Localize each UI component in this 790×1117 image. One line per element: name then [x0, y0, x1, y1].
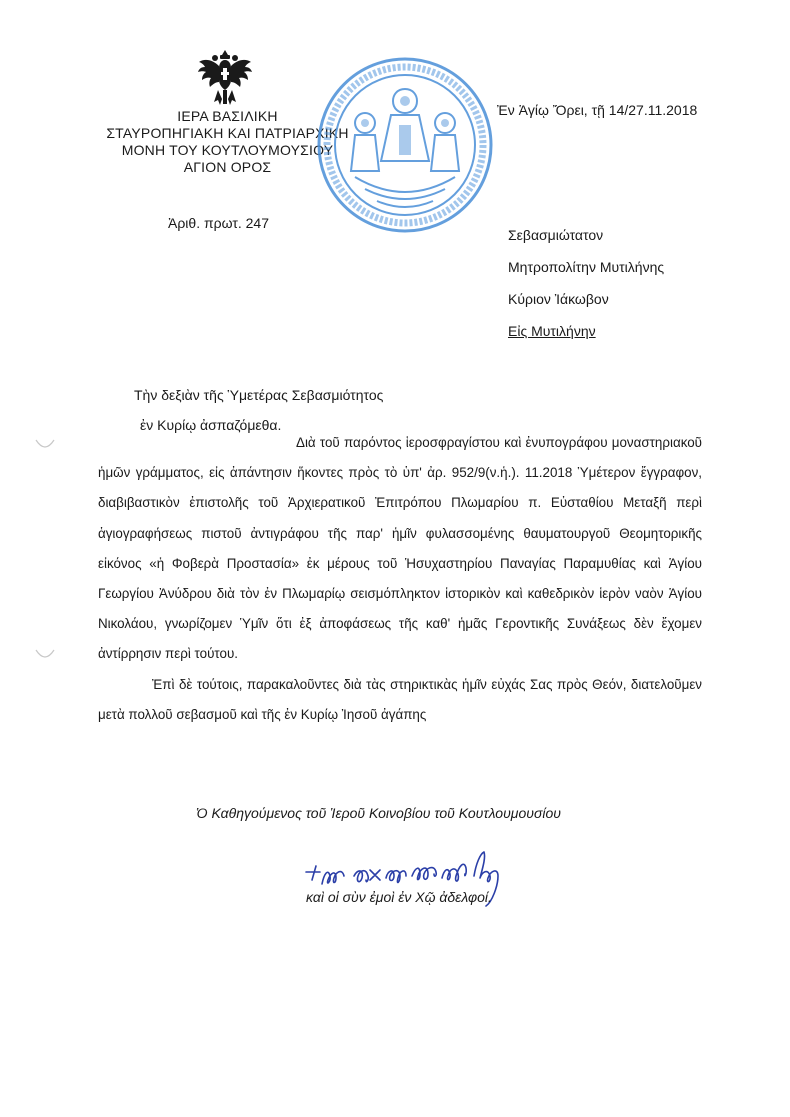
punch-hole-mark	[34, 434, 56, 456]
brethren-line: καὶ οἱ σὺν ἐμοὶ ἐν Χῷ ἀδελφοί.	[306, 889, 492, 905]
letterhead-line: ΣΤΑΥΡΟΠΗΓΙΑΚΗ ΚΑΙ ΠΑΤΡΙΑΡΧΙΚΗ	[106, 125, 349, 141]
signer-title: Ὁ Καθηγούμενος τοῦ Ἱεροῦ Κοινοβίου τοῦ Κουτλουμουσίου	[196, 805, 561, 821]
address-line: Μητροπολίτην Μυτιλήνης	[508, 259, 665, 275]
address-line: Σεβασμιώτατον	[508, 227, 604, 243]
salutation-line: Τὴν δεξιὰν τῆς Ὑμετέρας Σεβασμιότητος	[134, 387, 384, 403]
date-line: Ἐν Ἁγίῳ Ὄρει, τῇ 14/27.11.2018	[497, 102, 698, 118]
recipient-address	[508, 226, 664, 354]
body-paragraph: Διὰ τοῦ παρόντος ἱεροσφραγίστου καὶ ἐνυπογράφου μοναστηριακοῦ ἡμῶν γράμματος, εἰς ἀπάντησιν ἥκοντες πρὸς τὸ ὑπ' ἀρ. 952/9(ν.ἡ.). 11.2018 Ὑμέτερον ἔγγραφον, διαβιβαστικὸν ἐπιστολῆς τοῦ Ἀρχιερατικοῦ Ἐπιτρόπου Πλωμαρίου π. Εὐσταθίου Μεταξῆ περὶ ἁγιογραφήσεως πιστοῦ ἀντιγράφου τῆς παρ' ἡμῖν φυλασσομένης θαυματουργοῦ Θεομητορικῆς εἰκόνος «ἡ Φοβερὰ Προστασία» ἐκ μέρους τοῦ Ἡσυχαστηρίου Παναγίας Παραμυθίας καὶ Ἁγίου Γεωργίου Ἀνύδρου διὰ τὸν ἐν Πλωμαρίῳ σεισμόπληκτον ἱστορικὸν καὶ καθεδρικὸν ἱερὸν ναὸν Ἁγίου Νικολάου, γνωρίζομεν Ὑμῖν ὅτι ἐξ ἀποφάσεως τῆς καθ' ἡμᾶς Γεροντικῆς Συνάξεως δὲν ἔχομεν ἀντίρρησιν περὶ τούτου.	[98, 435, 702, 662]
salutation-line: ἐν Κυρίῳ ἀσπαζόμεθα.	[140, 417, 282, 433]
body-paragraph: Ἐπὶ δὲ τούτοις, παρακαλοῦντες διὰ τὰς στηρικτικὰς ἡμῖν εὐχάς Σας πρὸς Θεόν, διατελοῦμεν μετὰ πολλοῦ σεβασμοῦ καὶ τῆς ἐν Κυρίῳ Ἰησοῦ ἀγάπης	[98, 676, 702, 722]
address-line: Κύριον Ἰάκωβον	[508, 291, 609, 307]
letter-body	[98, 428, 702, 730]
letterhead-line: ΙΕΡΑ ΒΑΣΙΛΙΚΗ	[177, 108, 278, 124]
handwritten-signature	[292, 840, 532, 920]
monastery-seal-stamp	[315, 55, 495, 235]
punch-hole-mark	[34, 644, 56, 666]
letterhead-line: ΑΓΙΟΝ ΟΡΟΣ	[183, 159, 272, 175]
letterhead-line: ΜΟΝΗ ΤΟΥ ΚΟΥΤΛΟΥΜΟΥΣΙΟΥ	[121, 142, 334, 158]
double-headed-eagle-crest	[196, 46, 254, 108]
address-destination: Εἰς Μυτιλήνην	[508, 323, 596, 339]
protocol-number: Ἀριθ. πρωτ. 247	[168, 215, 270, 231]
